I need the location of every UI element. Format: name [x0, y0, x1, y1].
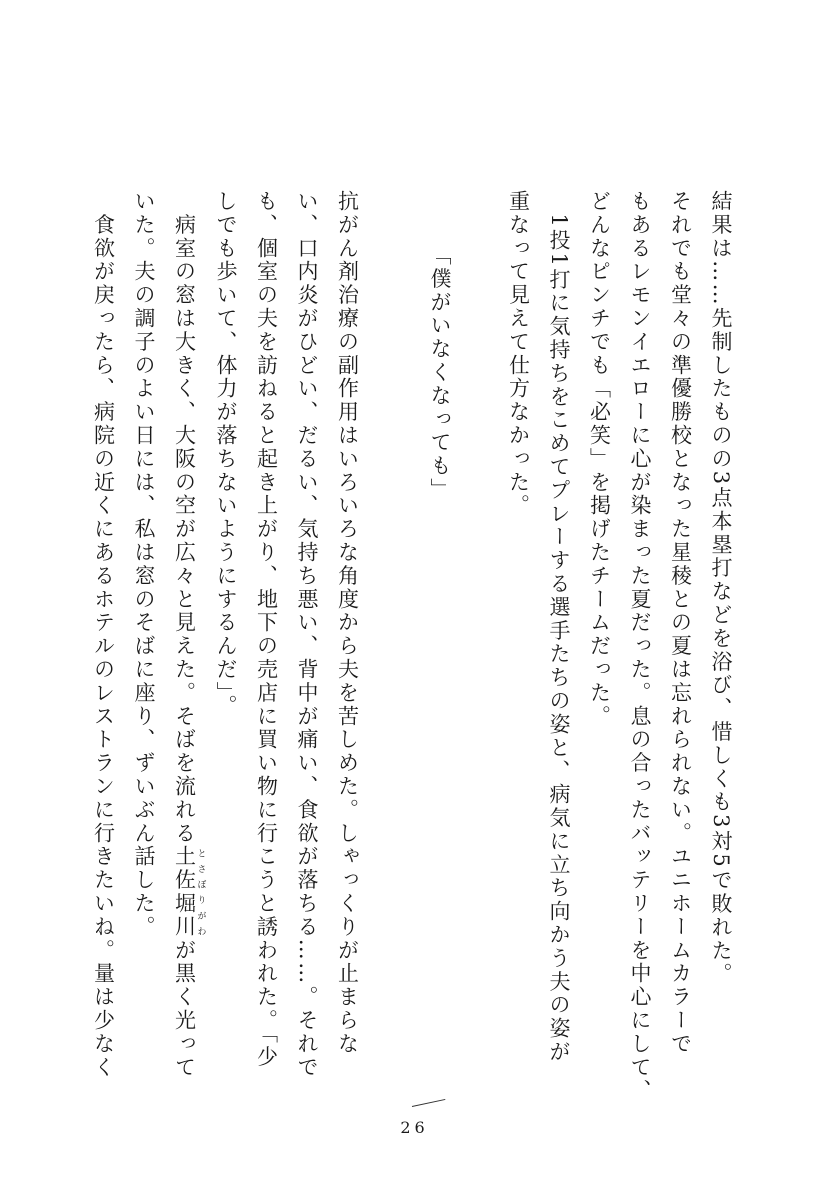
- ruby-word: 土佐堀川 とさぼりがわ: [172, 845, 206, 939]
- section-heading: 「僕がいなくなっても」: [428, 244, 452, 502]
- ruby-reading: とさぼりがわ: [195, 845, 206, 939]
- page-number: 26: [400, 1118, 429, 1137]
- text-line: どんなピンチでも「必笑」を掲げたチームだった。: [587, 190, 612, 729]
- body-text: [83, 190, 741, 1103]
- text-line: しでも歩いて、体力が落ちないようにするんだ」。: [214, 190, 238, 718]
- text-line: 抗がん剤治療の副作用はいろいろな角度から夫を苦しめた。しゃっくりが止まらな: [335, 190, 360, 1056]
- text-line: 結果は……先制したものの3点本塁打などを浴び、惜しくも3対5で敗れた。: [709, 190, 733, 987]
- text-line: いた。夫の調子のよい日には、私は窓のそばに座り、ずいぶん話した。: [132, 190, 156, 939]
- text-line: もあるレモンイエローに心が染まった夏だった。息の合ったバッテリーを中心にして、: [628, 190, 652, 1103]
- text-line: 病室の窓は大きく、大阪の空が広々と見えた。そばを流れる土佐堀川 とさぼりがわが黒く光って: [172, 190, 206, 1080]
- page-number-rule: [412, 1099, 445, 1107]
- text-line: 1投1打に気持ちをこめてプレーする選手たちの姿と、病気に立ち向かう夫の姿が: [547, 190, 571, 1064]
- text-line: それでも堂々の準優勝校となった星稜との夏は忘れられない。ユニホームカラーで: [668, 190, 693, 1056]
- text-line: 重なって見えて仕方なかった。: [506, 190, 531, 518]
- text-line: も、個室の夫を訪ねると起き上がり、地下の売店に買い物に行こうと誘われた。「少: [254, 190, 279, 1069]
- text-line: い、口内炎がひどい、だるい、気持ち悪い、背中が痛い、食欲が落ちる……。それで: [295, 190, 319, 1080]
- text-line: 食欲が戻ったら、病院の近くにあるホテルのレストランに行きたいね。量は少なく: [91, 190, 116, 1080]
